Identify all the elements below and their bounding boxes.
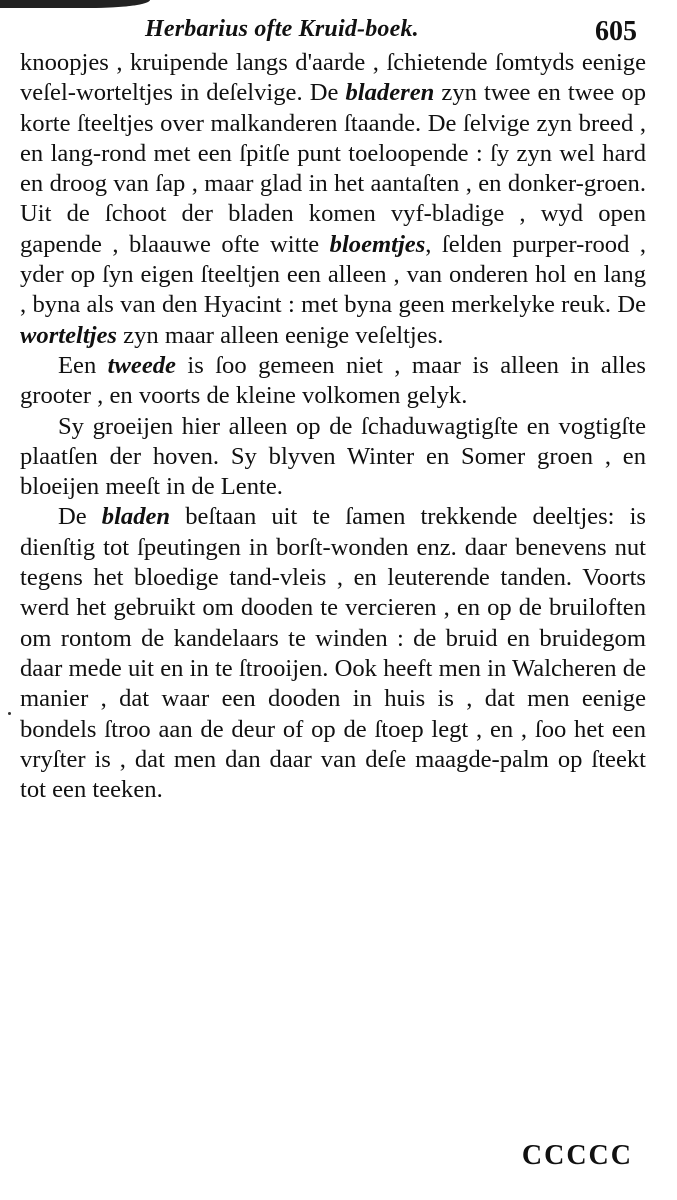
page-header — [145, 12, 645, 46]
italic-term: tweede — [107, 351, 176, 379]
italic-term: bladeren — [345, 79, 435, 107]
text-segment: zyn twee en twee op korte ſteeltjes over malkanderen ſtaande. De ſelvige zyn breed , en lang-rond met een ſpitſe punt toeloopende : ſy zyn wel hard en droog van ſap , maar glad in het aantaſten , en donker-groen. Uit de ſchoot der bladen komen vyf-bladige , wyd open gapende , blaauwe ofte witte — [20, 79, 646, 258]
italic-term: bladen — [101, 503, 171, 531]
text-segment: zyn maar alleen eenige veſeltjes. — [117, 321, 444, 349]
italic-term: bloemtjes — [329, 230, 426, 258]
italic-term: worteltjes — [20, 321, 118, 349]
text-segment: knoopjes , kruipende langs d'aarde , ſchietende ſomtyds eenige veſel-worteltjes in deſelvige. De — [20, 49, 646, 107]
paragraph-2 — [20, 351, 646, 412]
ink-blot-decoration — [0, 0, 150, 8]
body-text — [20, 48, 646, 805]
paragraph-4 — [20, 502, 646, 805]
paragraph-1 — [20, 48, 646, 351]
text-segment: Sy groeijen hier alleen op de ſchaduwagtigſte en vogtigſte plaatſen der hoven. Sy blyven Winter en Somer groen , en bloeijen meeſt in de Lente. — [20, 412, 646, 501]
text-segment: , ſelden purper-rood , yder op ſyn eigen ſteeltjen een alleen , van onderen hol en lang , byna als van den Hyacint : met byna geen merkelyke reuk. De — [20, 230, 646, 319]
text-segment: Een — [58, 351, 108, 379]
paragraph-3 — [20, 412, 646, 503]
text-segment: beſtaan uit te ſamen trekkende deeltjes: is dienſtig tot ſpeutingen in borſt-wonden enz. daar benevens nut tegens het bloedige tand-vleis , en leuterende tanden. Voorts werd het gebruikt om dooden te vercieren , en op de bruiloften om rontom de kandelaars te winden : de bruid en bruidegom daar mede uit en in te ſtrooijen. Ook heeft men in Walcheren de manier , dat waar een dooden in huis is , dat men eenige bondels ſtroo aan de deur of op de ſtoep legt , en , ſoo het een vryſter is , dat men dan daar van deſe maagde-palm op ſteekt tot een teeken. — [20, 503, 646, 804]
text-segment: De — [58, 503, 102, 531]
running-title: Herbarius ofte Kruid-boek. — [145, 16, 419, 42]
signature-mark: CCCCC — [521, 1140, 633, 1171]
text-segment: is ſoo gemeen niet , maar is alleen in alles grooter , en voorts de kleine volkomen gelyk. — [20, 351, 647, 410]
ink-speck-decoration — [8, 712, 11, 715]
page-number: 605 — [595, 16, 637, 47]
